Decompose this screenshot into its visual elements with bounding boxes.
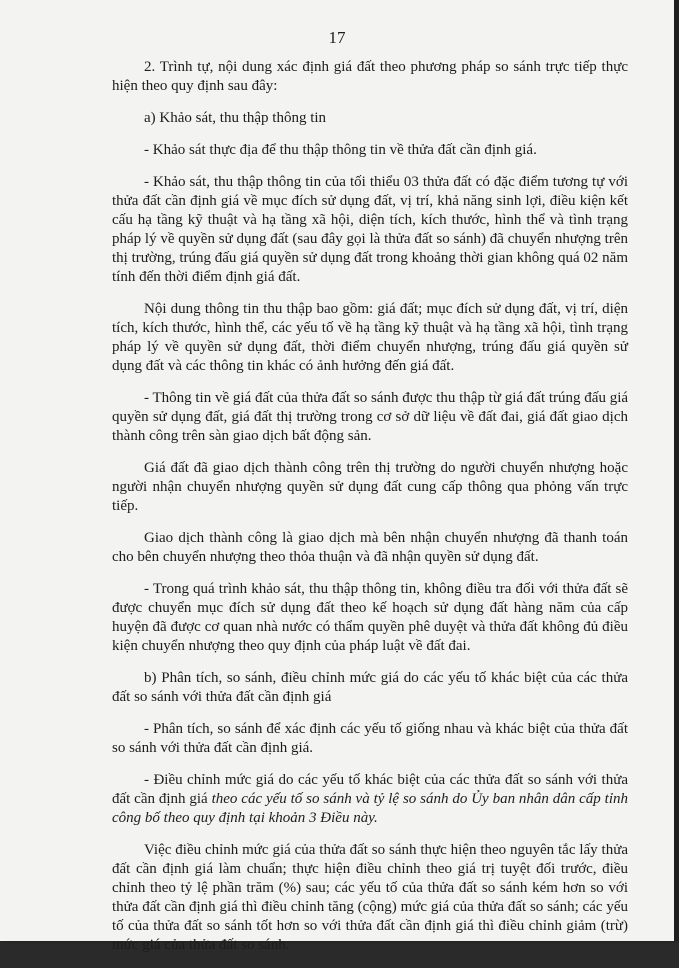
paragraph-price-adjustment-italic: theo các yếu tố so sánh và tỷ lệ so sánh do Ủy ban nhân dân cấp tỉnh công bố theo quy định tại khoản 3 Điều này. xyxy=(112,791,629,826)
paragraph-field-survey: - Khảo sát thực địa để thu thập thông tin về thửa đất cần định giá. xyxy=(144,142,537,158)
paragraph-analysis-comparison: - Phân tích, so sánh để xác định các yếu tố giống nhau và khác biệt của thửa đất so sánh với thửa đất cần định giá. xyxy=(112,721,628,756)
paragraph-section-a-heading: a) Khảo sát, thu thập thông tin xyxy=(144,110,327,126)
paragraph-information-content: Nội dung thông tin thu thập bao gồm: giá đất; mục đích sử dụng đất, vị trí, diện tích, kích thước, hình thể, các yếu tố về hạ tầng kỹ thuật và hạ tầng xã hội, tình trạng pháp lý về quyền sử dụng đất, thời điểm chuyển nhượng, trúng đấu giá quyền sử dụng đất và các thông tin khác có ảnh hưởng đến giá đất. xyxy=(112,301,628,374)
paragraph-successful-transaction-price: Giá đất đã giao dịch thành công trên thị trường do người chuyển nhượng hoặc người nhận chuyển nhượng quyền sử dụng đất cung cấp thông qua phỏng vấn trực tiếp. xyxy=(112,460,628,514)
paragraph-procedure-intro: 2. Trình tự, nội dung xác định giá đất theo phương pháp so sánh trực tiếp thực hiện theo quy định sau đây: xyxy=(112,59,628,94)
paragraph-price-sources: - Thông tin về giá đất của thửa đất so sánh được thu thập từ giá đất trúng đấu giá quyền sử dụng đất, giá đất thị trường trong cơ sở dữ liệu về đất đai, giá đất giao dịch thành công trên sàn giao dịch bất động sản. xyxy=(112,390,629,444)
paragraph-adjustment-principles: Việc điều chỉnh mức giá của thửa đất so sánh thực hiện theo nguyên tắc lấy thửa đất cần định giá làm chuẩn; thực hiện điều chỉnh theo giá trị tuyệt đối trước, điều chỉnh theo tỷ lệ phần trăm (%) sau; các yếu tố của thửa đất so sánh kém hơn so với thửa đất cần định giá thì điều chỉnh tăng (cộng) mức giá của thửa đất so sánh; các yếu tố của thửa đất so sánh tốt hơn so với thửa đất cần định giá thì điều chỉnh giảm (trừ) mức giá của thửa đất so sánh. xyxy=(112,842,628,953)
paragraph-minimum-comparables: - Khảo sát, thu thập thông tin của tối thiểu 03 thửa đất có đặc điểm tương tự với thửa đất cần định giá về mục đích sử dụng đất, vị trí, khả năng sinh lợi, điều kiện kết cấu hạ tầng kỹ thuật và hạ tầng xã hội, diện tích, kích thước, hình thể và tình trạng pháp lý về quyền sử dụng đất (sau đây gọi là thửa đất so sánh) đã chuyển nhượng trên thị trường, trúng đấu giá quyền sử dụng đất trong khoảng thời gian không quá 02 năm tính đến thời điểm định giá đất. xyxy=(112,174,628,285)
document-body xyxy=(112,58,628,968)
page-edge-shadow xyxy=(674,0,679,941)
paragraph-successful-transaction-definition: Giao dịch thành công là giao dịch mà bên nhận chuyển nhượng đã thanh toán cho bên chuyển nhượng theo thỏa thuận và đã nhận quyền sử dụng đất. xyxy=(112,530,628,565)
paragraph-section-b-heading: b) Phân tích, so sánh, điều chỉnh mức giá do các yếu tố khác biệt của các thửa đất so sánh với thửa đất cần định giá xyxy=(112,670,628,705)
paragraph-price-adjustment xyxy=(112,771,628,828)
paragraph-survey-exclusions: - Trong quá trình khảo sát, thu thập thông tin, không điều tra đối với thửa đất sẽ được chuyển mục đích sử dụng đất theo kế hoạch sử dụng đất hàng năm của cấp huyện đã được cơ quan nhà nước có thẩm quyền phê duyệt và thửa đất không đủ điều kiện chuyển nhượng theo quy định của pháp luật về đất đai. xyxy=(112,581,628,654)
page-number: 17 xyxy=(328,28,346,47)
paragraph-price-adjustment-text: - Điều chỉnh mức giá do các yếu tố khác biệt của các thửa đất so sánh với thửa đất cần định giá xyxy=(112,772,628,807)
